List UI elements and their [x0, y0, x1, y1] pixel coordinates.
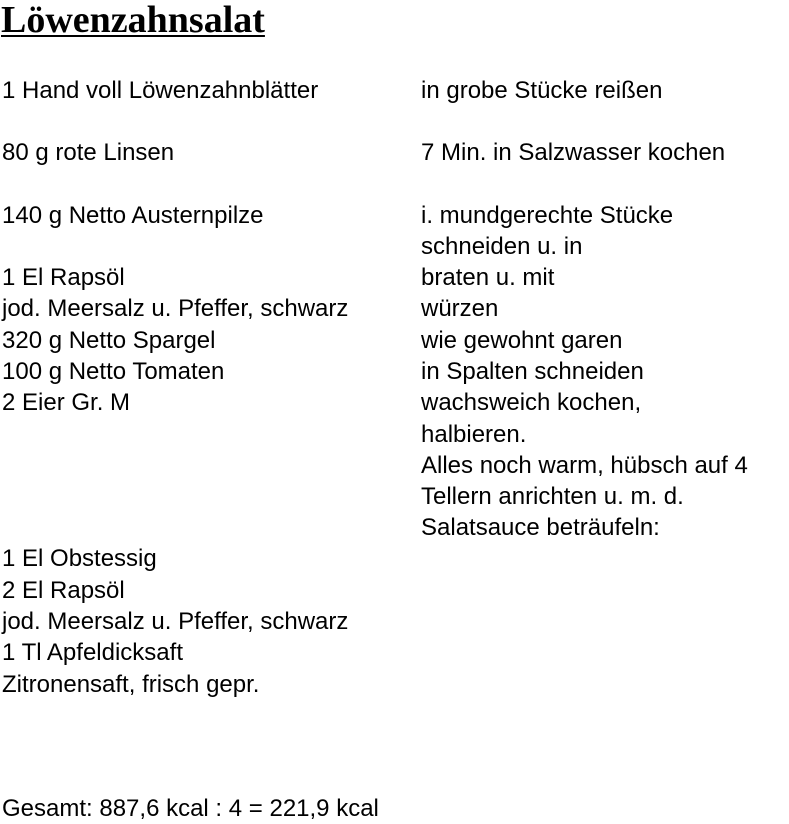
instruction-line: in Spalten schneiden	[421, 358, 644, 385]
instruction-line: braten u. mit	[421, 264, 555, 291]
ingredient-line: 1 Hand voll Löwenzahnblätter	[2, 77, 319, 104]
ingredient-line: Zitronensaft, frisch gepr.	[2, 671, 260, 698]
instruction-line: halbieren.	[421, 421, 527, 448]
ingredient-line: 1 Tl Apfeldicksaft	[2, 639, 183, 666]
ingredient-line: 80 g rote Linsen	[2, 139, 175, 166]
instruction-line: wachsweich kochen,	[421, 389, 642, 416]
ingredient-line: 2 Eier Gr. M	[2, 389, 131, 416]
instruction-line: würzen	[421, 295, 499, 322]
ingredient-line: jod. Meersalz u. Pfeffer, schwarz	[2, 295, 349, 322]
ingredient-line: 2 El Rapsöl	[2, 577, 125, 604]
instruction-line: schneiden u. in	[421, 233, 583, 260]
ingredient-line: 140 g Netto Austernpilze	[2, 202, 264, 229]
calorie-total: Gesamt: 887,6 kcal : 4 = 221,9 kcal	[2, 795, 379, 822]
ingredient-line: jod. Meersalz u. Pfeffer, schwarz	[2, 608, 349, 635]
instruction-line: in grobe Stücke reißen	[421, 77, 663, 104]
ingredient-line: 320 g Netto Spargel	[2, 327, 216, 354]
instruction-line: Salatsauce beträufeln:	[421, 514, 660, 541]
instruction-line: Alles noch warm, hübsch auf 4	[421, 452, 748, 479]
recipe-title: Löwenzahnsalat	[1, 0, 265, 41]
ingredient-line: 100 g Netto Tomaten	[2, 358, 225, 385]
instruction-line: Tellern anrichten u. m. d.	[421, 483, 684, 510]
instruction-line: i. mundgerechte Stücke	[421, 202, 674, 229]
ingredient-line: 1 El Rapsöl	[2, 264, 125, 291]
instruction-line: 7 Min. in Salzwasser kochen	[421, 139, 726, 166]
instruction-line: wie gewohnt garen	[421, 327, 623, 354]
ingredient-line: 1 El Obstessig	[2, 545, 157, 572]
